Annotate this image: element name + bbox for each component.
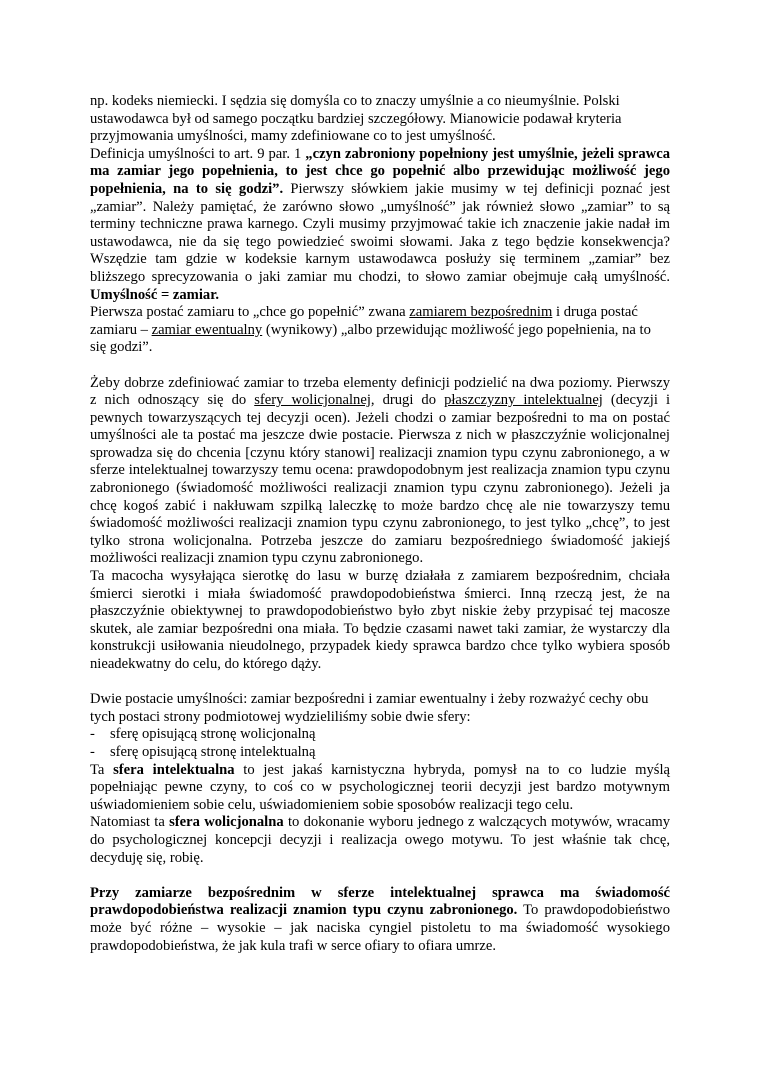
- text-span: Pierwsza postać zamiaru to „chce go popełnić” zwana: [90, 304, 410, 321]
- term-volitional-sphere: sfery wolicjonalnej: [254, 392, 371, 409]
- paragraph-forms-of-intent: [90, 304, 670, 357]
- term-eventual-intent: zamiar ewentualny: [151, 321, 263, 338]
- paragraph-volitional-sphere: [90, 814, 670, 867]
- bold-statement: Przy zamiarze bezpośrednim w sferze intelektualnej sprawca ma świadomość prawdopodobieństwa realizacji znamion typu czynu zabronionego.: [90, 884, 670, 919]
- umyslnosc-equals-zamiar: Umyślność = zamiar.: [90, 286, 219, 303]
- list-item-text: sferę opisującą stronę wolicjonalną: [110, 726, 316, 743]
- text-span: Żeby dobrze zdefiniować zamiar to trzeba elementy definicji podzielić na dwa poziomy. Pierwszy z nich odnoszący się do: [90, 374, 670, 409]
- text-span: to jest jakaś karnistyczna hybryda, pomysł na to co ludzie myślą popełniając pewne czyny, to coś co w psychologicznej teorii decyzji jest bardzo motywnym uświadomieniem sobie celu, uświadomieniem sobie sposobów realizacji tego celu.: [90, 761, 670, 813]
- paragraph-stepmother-example: Ta macocha wysyłająca sierotkę do lasu w burzę działała z zamiarem bezpośrednim, chciała śmierci sierotki i miała świadomość prawdopodobieństwa śmierci. Inną rzeczą jest, że na płaszczyźnie obiektywnej to prawdopodobieństwo było zbyt niskie żeby przypisać tej macosze skutek, ale zamiar bezpośredni ona miała. To będzie czasami nawet taki zamiar, że wystarczy dla konstrukcji usiłowania nieudolnego, przypadek kiedy sprawca bardzo chce tylko wybiera sposób nieadekwatny do celu, do którego dąży.: [90, 568, 670, 672]
- text-span: Ta: [90, 761, 114, 778]
- definition-quote: „czyn zabroniony popełniony jest umyślnie, jeżeli sprawca ma zamiar jego popełnienia, to jest chce go popełnić albo przewidując możliwość jego popełnienia, na to się godzi”.: [90, 145, 670, 197]
- text-span: Pierwszy słówkiem jakie musimy w tej definicji poznać jest „zamiar”. Należy pamiętać, że zarówno słowo „umyślność” jak również słowo „zamiar” to są terminy techniczne prawa karnego. Czyli musimy przyjmować takie ich znaczenie jakie nadał im ustawodawca, nie da się tego powiedzieć swoimi słowami. Jaka z tego będzie konsekwencja? Wszędzie tam gdzie w kodeksie karnym ustawodawca posłuży się terminem „zamiar” bez bliższego sprecyzowania o jaki zamiar mu chodzi, to słowo zamiar obejmuje całą umyślność.: [90, 180, 670, 285]
- paragraph-two-levels: [90, 375, 670, 569]
- text-span: Natomiast ta: [90, 814, 170, 831]
- text-span: (wynikowy) „albo przewidując możliwość jego popełnienia, na to się godzi”.: [90, 321, 651, 356]
- list-item: [90, 726, 670, 744]
- paragraph-direct-intent-awareness: [90, 885, 670, 955]
- text-span: , drugi do: [370, 392, 445, 409]
- term-intellectual-plane: płaszczyzny intelektualnej: [444, 392, 603, 409]
- list-dash: -: [90, 726, 95, 743]
- paragraph-intro: np. kodeks niemiecki. I sędzia się domyśla co to znaczy umyślnie a co nieumyślnie. Polski ustawodawca był od samego początku bardziej szczegółowy. Mianowicie podawał kryteria przyjmowania umyślności, mamy zdefiniowane co to jest umyślność.: [90, 93, 622, 145]
- text-span: (decyzji i pewnych towarzyszących tej decyzji ocen). Jeżeli chodzi o zamiar bezpośredni to ma on postać umyślności ale ta postać ma jeszcze dwie postacie. Pierwsza z nich w płaszczyźnie wolicjonalnej sprowadza się do chcenia [czynu który stanowi] realizacji znamion typu czynu zabronionego, a w sferze intelektualnej towarzyszy temu ocena: prawdopodobnym jest realizacja znamion typu czynu zabronionego (świadomość możliwości realizacji znamion typu czynu zabronionego). Jeżeli ja chcę kogoś zabić i nakłuwam szpilką laleczkę to może bardzo chcę ale nie towarzyszy temu świadomość możliwości realizacji znamion typu czynu zabronionego, to jest tylko „chcę”, to jest tylko strona wolicjonalna. Potrzeba jeszcze do zamiaru bezpośredniego świadomość jakiejś możliwości realizacji znamion typu czynu zabronionego.: [90, 392, 670, 567]
- list-item: [90, 744, 670, 762]
- paragraph-two-forms: Dwie postacie umyślności: zamiar bezpośredni i zamiar ewentualny i żeby rozważyć cechy obu tych postaci strony podmiotowej wydzieliliśmy sobie dwie sfery:: [90, 691, 649, 725]
- paragraph-intellectual-sphere: [90, 762, 670, 815]
- text-span: Definicja umyślności to art. 9 par. 1: [90, 145, 306, 162]
- list-item-text: sferę opisującą stronę intelektualną: [110, 743, 316, 760]
- term-intellectual-sphere: sfera intelektualna: [113, 761, 235, 778]
- term-direct-intent: zamiarem bezpośrednim: [409, 304, 553, 321]
- term-volitional-sphere-bold: sfera wolicjonalna: [169, 814, 284, 831]
- list-dash: -: [90, 743, 95, 760]
- text-span: i druga postać zamiaru –: [90, 304, 638, 338]
- text-span: To prawdopodobieństwo może być różne – wysokie – jak naciska cyngiel pistoletu to ma świadomość wysokiego prawdopodobieństwa, że jak kula trafi w serce ofiary to ofiara umrze.: [90, 902, 670, 954]
- blank-line: [90, 867, 670, 885]
- paragraph-definition: [90, 146, 670, 304]
- document-body: [90, 93, 670, 955]
- blank-line: [90, 674, 670, 692]
- blank-line: [90, 357, 670, 375]
- text-span: to dokonanie wyboru jednego z walczących motywów, wracamy do psychologicznej koncepcji decyzji i realizacja owego motywu. To jest właśnie tak chcę, decyduję się, robię.: [90, 814, 670, 866]
